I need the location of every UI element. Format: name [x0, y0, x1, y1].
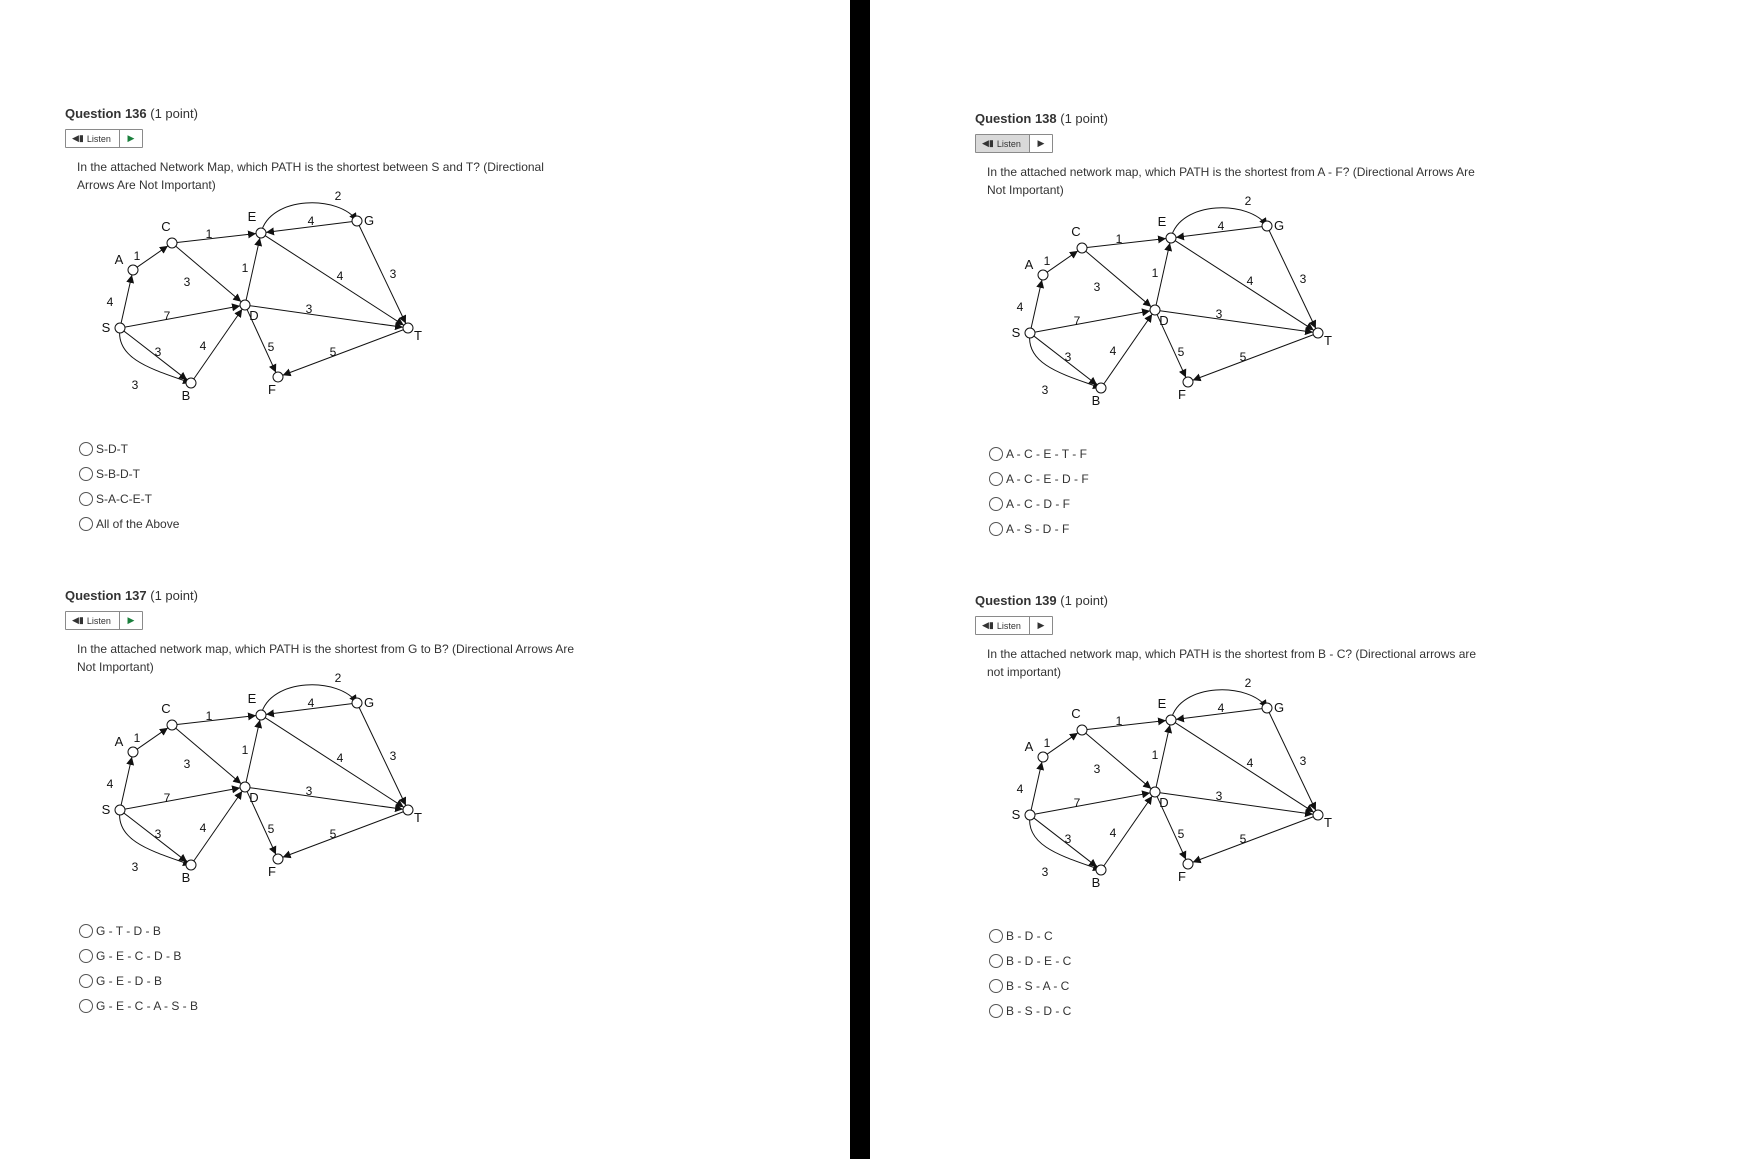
- radio-button[interactable]: [79, 974, 93, 988]
- answer-options: [79, 918, 625, 1018]
- network-map: [70, 671, 490, 912]
- radio-button[interactable]: [79, 492, 93, 506]
- radio-button[interactable]: [989, 497, 1003, 511]
- answer-option[interactable]: A - C - D - F: [989, 491, 1535, 516]
- network-map: [980, 676, 1400, 917]
- node-e: [1166, 233, 1176, 243]
- edge-weight-label: 1: [1151, 266, 1159, 280]
- edge-weight-label: 4: [1109, 826, 1117, 840]
- node-f: [273, 854, 283, 864]
- edge-weight-label: 3: [389, 749, 397, 763]
- node-b: [186, 378, 196, 388]
- node-label-s: S: [101, 320, 111, 335]
- edge-weight-label: 1: [1151, 748, 1159, 762]
- node-label-e: E: [1157, 214, 1167, 229]
- edge-t-f: [283, 330, 404, 375]
- edge-c-e: [177, 234, 256, 243]
- edge-c-d: [176, 728, 241, 784]
- node-label-t: T: [1324, 333, 1332, 348]
- edge-weight-label: 1: [241, 261, 249, 275]
- node-label-a: A: [1024, 257, 1034, 272]
- edge-weight-label: 3: [1041, 383, 1049, 397]
- question-text: In the attached network map, which PATH is the shortest from G to B? (Directional Arrows Are Not Important): [77, 642, 575, 674]
- node-label-c: C: [1071, 706, 1081, 721]
- listen-control[interactable]: [975, 134, 1053, 153]
- edge-e-t: [265, 718, 404, 808]
- network-map: [70, 189, 490, 430]
- radio-button[interactable]: [989, 954, 1003, 968]
- edge-s-d: [1035, 793, 1150, 814]
- edge-e-t: [1175, 723, 1314, 813]
- node-b: [1096, 383, 1106, 393]
- node-label-a: A: [114, 734, 124, 749]
- node-label-d: D: [1159, 313, 1169, 328]
- answer-options: [989, 923, 1535, 1023]
- edge-c-e: [177, 716, 256, 725]
- node-label-c: C: [161, 219, 171, 234]
- node-e: [1166, 715, 1176, 725]
- answer-option[interactable]: B - D - C: [989, 923, 1535, 948]
- listen-control[interactable]: [975, 616, 1053, 635]
- edge-weight-label: 1: [1043, 254, 1051, 268]
- radio-button[interactable]: [79, 517, 93, 531]
- edge-weight-label: 4: [336, 269, 344, 283]
- node-s: [1025, 328, 1035, 338]
- play-icon[interactable]: ▶: [127, 615, 135, 625]
- node-label-f: F: [268, 864, 276, 879]
- edge-weight-label: 5: [1177, 827, 1185, 841]
- edge-a-c: [137, 728, 168, 749]
- edge-weight-label: 1: [1043, 736, 1051, 750]
- question-136: [65, 105, 625, 536]
- edge-weight-label: 5: [329, 345, 337, 359]
- answer-option[interactable]: G - E - C - A - S - B: [79, 993, 625, 1018]
- question-title: Question 137 (1 point): [65, 588, 198, 603]
- edge-weight-label: 7: [1073, 314, 1081, 328]
- edge-weight-label: 3: [1093, 762, 1101, 776]
- play-icon[interactable]: ▶: [127, 133, 135, 143]
- speaker-icon: ◀︎▮: [72, 615, 84, 625]
- edge-weight-label: 4: [1217, 219, 1225, 233]
- node-label-t: T: [414, 328, 422, 343]
- edge-s-a: [121, 757, 132, 805]
- listen-button[interactable]: ◀︎▮ Listen: [976, 135, 1030, 152]
- edge-weight-label: 3: [1064, 350, 1072, 364]
- edge-weight-label: 3: [1064, 832, 1072, 846]
- edge-e-t: [265, 236, 404, 326]
- edge-t-f: [1193, 335, 1314, 380]
- edge-d-t: [250, 788, 403, 810]
- node-g: [1262, 703, 1272, 713]
- node-c: [167, 238, 177, 248]
- edge-weight-label: 7: [1073, 796, 1081, 810]
- play-icon[interactable]: ▶: [1037, 138, 1045, 148]
- answer-option[interactable]: A - C - E - D - F: [989, 466, 1535, 491]
- edge-weight-label: 5: [267, 340, 275, 354]
- edge-weight-label: 5: [267, 822, 275, 836]
- edge-weight-label: 3: [183, 275, 191, 289]
- node-label-t: T: [414, 810, 422, 825]
- radio-button[interactable]: [989, 929, 1003, 943]
- node-a: [1038, 752, 1048, 762]
- node-s: [115, 805, 125, 815]
- node-e: [256, 710, 266, 720]
- edge-weight-label: 3: [183, 757, 191, 771]
- answer-option[interactable]: B - D - E - C: [989, 948, 1535, 973]
- edge-d-t: [250, 306, 403, 328]
- edge-weight-label: 4: [307, 696, 315, 710]
- question-text: In the attached Network Map, which PATH is the shortest between S and T? (Directional Arrows Are Not Important): [77, 160, 544, 192]
- node-s: [1025, 810, 1035, 820]
- answer-option[interactable]: All of the Above: [79, 511, 625, 536]
- radio-button[interactable]: [79, 442, 93, 456]
- node-t: [1313, 810, 1323, 820]
- answer-option[interactable]: B - S - A - C: [989, 973, 1535, 998]
- node-label-g: G: [1273, 218, 1285, 233]
- edge-a-c: [137, 246, 168, 267]
- radio-button[interactable]: [989, 522, 1003, 536]
- node-a: [1038, 270, 1048, 280]
- node-g: [1262, 221, 1272, 231]
- node-e: [256, 228, 266, 238]
- node-label-e: E: [247, 691, 257, 706]
- edge-weight-label: 4: [1016, 782, 1024, 796]
- node-t: [403, 805, 413, 815]
- question-title: Question 136 (1 point): [65, 106, 198, 121]
- node-label-s: S: [1011, 807, 1021, 822]
- question-139: [975, 592, 1535, 1023]
- edge-weight-label: 4: [1217, 701, 1225, 715]
- node-label-f: F: [1178, 387, 1186, 402]
- node-s: [115, 323, 125, 333]
- edge-weight-label: 1: [241, 743, 249, 757]
- edge-c-d: [1086, 251, 1151, 307]
- node-f: [273, 372, 283, 382]
- edge-a-c: [1047, 733, 1078, 754]
- edge-weight-label: 2: [334, 189, 342, 203]
- edge-weight-label: 4: [336, 751, 344, 765]
- answer-option[interactable]: S-B-D-T: [79, 461, 625, 486]
- edge-weight-label: 4: [199, 339, 207, 353]
- node-label-g: G: [1273, 700, 1285, 715]
- node-label-f: F: [1178, 869, 1186, 884]
- edge-weight-label: 1: [133, 249, 141, 263]
- edge-weight-label: 2: [1244, 676, 1252, 690]
- edge-weight-label: 1: [205, 709, 213, 723]
- node-b: [186, 860, 196, 870]
- node-label-b: B: [181, 388, 191, 403]
- answer-options: [79, 436, 625, 536]
- node-label-d: D: [249, 308, 259, 323]
- listen-button[interactable]: ◀︎▮ Listen: [976, 617, 1030, 634]
- node-label-d: D: [1159, 795, 1169, 810]
- node-a: [128, 747, 138, 757]
- node-label-b: B: [1091, 393, 1101, 408]
- page-divider: [850, 0, 870, 1159]
- answer-option[interactable]: B - S - D - C: [989, 998, 1535, 1023]
- node-label-g: G: [363, 213, 375, 228]
- edge-weight-label: 1: [1115, 714, 1123, 728]
- listen-control[interactable]: [65, 611, 143, 630]
- edge-weight-label: 4: [1109, 344, 1117, 358]
- question-138: [975, 110, 1535, 541]
- speaker-icon: ◀︎▮: [982, 138, 994, 148]
- node-t: [403, 323, 413, 333]
- node-label-e: E: [247, 209, 257, 224]
- edge-weight-label: 3: [154, 827, 162, 841]
- edge-weight-label: 7: [163, 791, 171, 805]
- edge-weight-label: 4: [1246, 274, 1254, 288]
- node-label-s: S: [101, 802, 111, 817]
- node-g: [352, 698, 362, 708]
- edge-weight-label: 3: [1299, 754, 1307, 768]
- edge-weight-label: 3: [1093, 280, 1101, 294]
- question-137: [65, 587, 625, 1018]
- node-label-b: B: [1091, 875, 1101, 890]
- edge-weight-label: 3: [1041, 865, 1049, 879]
- listen-button[interactable]: ◀︎▮ Listen: [66, 130, 120, 147]
- edge-weight-label: 4: [106, 295, 114, 309]
- edge-weight-label: 1: [1115, 232, 1123, 246]
- edge-s-a: [1031, 762, 1042, 810]
- edge-c-d: [176, 246, 241, 302]
- edge-weight-label: 2: [1244, 194, 1252, 208]
- edge-weight-label: 4: [106, 777, 114, 791]
- node-label-t: T: [1324, 815, 1332, 830]
- answer-option[interactable]: S-A-C-E-T: [79, 486, 625, 511]
- edge-weight-label: 3: [131, 860, 139, 874]
- radio-button[interactable]: [79, 999, 93, 1013]
- edge-g-t: [359, 708, 406, 806]
- answer-option[interactable]: A - S - D - F: [989, 516, 1535, 541]
- edge-t-f: [283, 812, 404, 857]
- listen-control[interactable]: [65, 129, 143, 148]
- question-title: Question 139 (1 point): [975, 593, 1108, 608]
- edge-c-e: [1087, 239, 1166, 248]
- node-label-a: A: [1024, 739, 1034, 754]
- node-label-b: B: [181, 870, 191, 885]
- play-icon[interactable]: ▶: [1037, 620, 1045, 630]
- edge-weight-label: 3: [305, 784, 313, 798]
- edge-weight-label: 3: [131, 378, 139, 392]
- question-text: In the attached network map, which PATH is the shortest from B - C? (Directional arrows are not important): [987, 647, 1477, 679]
- node-label-e: E: [1157, 696, 1167, 711]
- edge-weight-label: 3: [389, 267, 397, 281]
- speaker-icon: ◀︎▮: [982, 620, 994, 630]
- node-b: [1096, 865, 1106, 875]
- edge-g-t: [1269, 231, 1316, 329]
- answer-options: [989, 441, 1535, 541]
- edge-weight-label: 1: [133, 731, 141, 745]
- edge-weight-label: 3: [1215, 789, 1223, 803]
- edge-weight-label: 1: [205, 227, 213, 241]
- node-label-g: G: [363, 695, 375, 710]
- radio-button[interactable]: [989, 1004, 1003, 1018]
- edge-g-t: [1269, 713, 1316, 811]
- listen-button[interactable]: ◀︎▮ Listen: [66, 612, 120, 629]
- edge-s-a: [1031, 280, 1042, 328]
- edge-weight-label: 2: [334, 671, 342, 685]
- answer-option[interactable]: S-D-T: [79, 436, 625, 461]
- edge-a-c: [1047, 251, 1078, 272]
- answer-option[interactable]: A - C - E - T - F: [989, 441, 1535, 466]
- answer-option[interactable]: G - T - D - B: [79, 918, 625, 943]
- edge-weight-label: 4: [307, 214, 315, 228]
- node-c: [167, 720, 177, 730]
- radio-button[interactable]: [989, 979, 1003, 993]
- edge-s-a: [121, 275, 132, 323]
- edge-d-t: [1160, 793, 1313, 815]
- edge-weight-label: 3: [154, 345, 162, 359]
- edge-c-e: [1087, 721, 1166, 730]
- edge-s-d: [125, 788, 240, 809]
- edge-weight-label: 4: [199, 821, 207, 835]
- radio-button[interactable]: [989, 472, 1003, 486]
- node-label-d: D: [249, 790, 259, 805]
- radio-button[interactable]: [79, 924, 93, 938]
- node-c: [1077, 243, 1087, 253]
- edge-weight-label: 7: [163, 309, 171, 323]
- edge-weight-label: 5: [1239, 350, 1247, 364]
- node-g: [352, 216, 362, 226]
- edge-e-t: [1175, 241, 1314, 331]
- answer-option[interactable]: G - E - D - B: [79, 968, 625, 993]
- edge-weight-label: 5: [1177, 345, 1185, 359]
- edge-weight-label: 3: [1299, 272, 1307, 286]
- node-f: [1183, 377, 1193, 387]
- edge-s-d: [125, 306, 240, 327]
- answer-option[interactable]: G - E - C - D - B: [79, 943, 625, 968]
- radio-button[interactable]: [79, 467, 93, 481]
- edge-weight-label: 4: [1246, 756, 1254, 770]
- node-label-c: C: [161, 701, 171, 716]
- radio-button[interactable]: [989, 447, 1003, 461]
- speaker-icon: ◀︎▮: [72, 133, 84, 143]
- edge-weight-label: 5: [329, 827, 337, 841]
- node-label-c: C: [1071, 224, 1081, 239]
- edge-t-f: [1193, 817, 1314, 862]
- node-label-f: F: [268, 382, 276, 397]
- edge-weight-label: 5: [1239, 832, 1247, 846]
- edge-c-d: [1086, 733, 1151, 789]
- edge-weight-label: 3: [1215, 307, 1223, 321]
- node-t: [1313, 328, 1323, 338]
- edge-g-t: [359, 226, 406, 324]
- edge-weight-label: 4: [1016, 300, 1024, 314]
- edge-weight-label: 3: [305, 302, 313, 316]
- node-label-s: S: [1011, 325, 1021, 340]
- node-label-a: A: [114, 252, 124, 267]
- node-f: [1183, 859, 1193, 869]
- node-a: [128, 265, 138, 275]
- edge-s-d: [1035, 311, 1150, 332]
- question-text: In the attached network map, which PATH is the shortest from A - F? (Directional Arrows Are Not Important): [987, 165, 1475, 197]
- network-map: [980, 194, 1400, 435]
- radio-button[interactable]: [79, 949, 93, 963]
- edge-d-t: [1160, 311, 1313, 333]
- node-c: [1077, 725, 1087, 735]
- question-title: Question 138 (1 point): [975, 111, 1108, 126]
